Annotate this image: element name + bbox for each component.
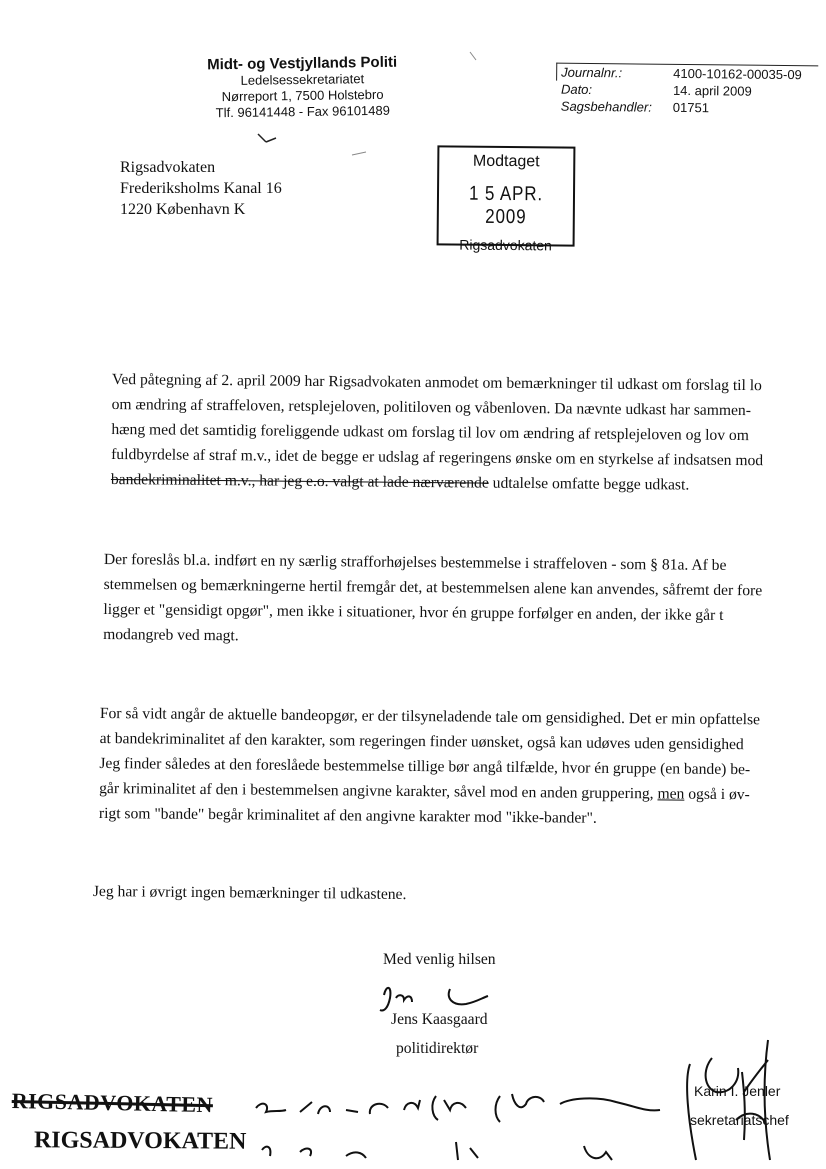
struck-text: bandekriminalitet m.v., har jeg e.o. valgt at lade nærværende (110, 470, 489, 492)
recipient-city: 1220 København K (120, 201, 246, 218)
secretariat-name: Karin I. Jenler (694, 1083, 781, 1099)
paragraph-text: går kriminalitet af den i bestemmelsen angivne karakter, såvel mod en anden gruppering, (99, 779, 654, 803)
paragraph-line: fuldbyrdelse af straf m.v., idet de begge er udslag af regeringens ønske om en styrkelse af indsatsen mod (111, 445, 764, 470)
paragraph-3 (99, 701, 760, 832)
sender-block (180, 54, 426, 121)
paragraph-line (111, 467, 763, 498)
sender-phone: Tlf. 96141448 - Fax 96101489 (215, 102, 391, 121)
closing-greeting: Med venlig hilsen (383, 951, 496, 968)
underlined-text: men (657, 785, 685, 803)
journalnr-label: Journalnr.: (561, 64, 623, 81)
paragraph-line: Jeg har i øvrigt ingen bemærkninger til udkastene. (92, 882, 407, 904)
signature-karin (687, 1040, 770, 1160)
secretariat-title: sekretariatschef (690, 1112, 789, 1128)
paragraph-2 (103, 547, 763, 653)
filing-stamp-1 (11, 1088, 213, 1118)
paragraph-line: stemmelsen og bemærkningerne hertil fremgår det, at bestemmelsen alene kan anvendes, såfremt der fore (103, 575, 763, 600)
journalnr-value: 4100-10162-00035-09 (673, 65, 802, 83)
recipient-address (120, 157, 282, 220)
paragraph-line: ligger et "gensidigt opgør", men ikke i situationer, hvor én gruppe forfølger en anden, der ikke går t (103, 600, 724, 624)
dato-label: Dato: (560, 81, 593, 98)
sender-dept: Ledelsessekretariatet (240, 71, 365, 88)
paragraph-line: rigt som "bande" begår kriminalitet af den angivne karakter mod "ikke-bander". (98, 804, 597, 827)
paragraph-line: For så vidt angår de aktuelle bandeopgør, er der tilsyneladende tale om gensidighed. Det er min opfattelse (99, 704, 761, 729)
paragraph-line: at bandekriminalitet af den karakter, som regeringen finder uønsket, også kan udøves uden gensidighed (99, 729, 744, 754)
paragraph-line: Ved påtegning af 2. april 2009 har Rigsadvokaten anmodet om bemærkninger til udkast om forslag til lo (111, 370, 762, 395)
dato-value: 14. april 2009 (672, 82, 752, 99)
signature-jens (380, 988, 488, 1011)
recipient-street: Frederiksholms Kanal 16 (120, 180, 282, 197)
sagsbehandler-label: Sagsbehandler: (560, 98, 652, 115)
paragraph-line: modangreb ved magt. (103, 625, 239, 645)
journal-block (556, 63, 819, 118)
signer-title: politidirektør (396, 1040, 479, 1057)
scan-mark (470, 52, 476, 60)
sender-org: Midt- og Vestjyllands Politi (207, 53, 398, 74)
signer-name: Jens Kaasgaard (391, 1011, 488, 1028)
handwritten-case-number (256, 1094, 660, 1160)
stamp-office: Rigsadvokaten (459, 236, 552, 254)
filing-stamp-2: RIGSADVOKATEN (33, 1127, 247, 1155)
paragraph-line: Jeg finder således at den foreslåede bestemmelse tillige bør angå tilfælde, hvor én gruppe (en bande) be- (99, 754, 751, 779)
stamp-received-label: Modtaget (472, 152, 540, 171)
scan-mark (352, 152, 366, 155)
stamp-date: 1 5 APR. 2009 (468, 182, 544, 229)
received-stamp (437, 145, 576, 254)
filing-stamp-text: RIGSADVOKATEN (11, 1088, 214, 1118)
paragraph-line: hæng med det samtidig foreliggende udkast om forslag til lov om ændring af retsplejeloven og lov om (111, 420, 749, 445)
paragraph-text: udtalelse omfatte begge udkast. (488, 474, 690, 494)
paragraph-line: om ændring af straffeloven, retsplejeloven, politiloven og våbenloven. Da nævnte udkast har sammen- (111, 395, 752, 420)
sender-address: Nørreport 1, 7500 Holstebro (221, 86, 384, 105)
paragraph-line: Der foreslås bl.a. indført en ny særlig strafforhøjelses bestemmelse i straffeloven - som § 81a. Af be (103, 550, 727, 574)
paragraph-text: også i øv- (684, 785, 750, 804)
recipient-name: Rigsadvokaten (120, 159, 216, 176)
scan-mark (258, 134, 276, 142)
sagsbehandler-value: 01751 (672, 99, 710, 116)
paragraph-1 (111, 367, 764, 498)
paragraph-4 (93, 879, 407, 907)
